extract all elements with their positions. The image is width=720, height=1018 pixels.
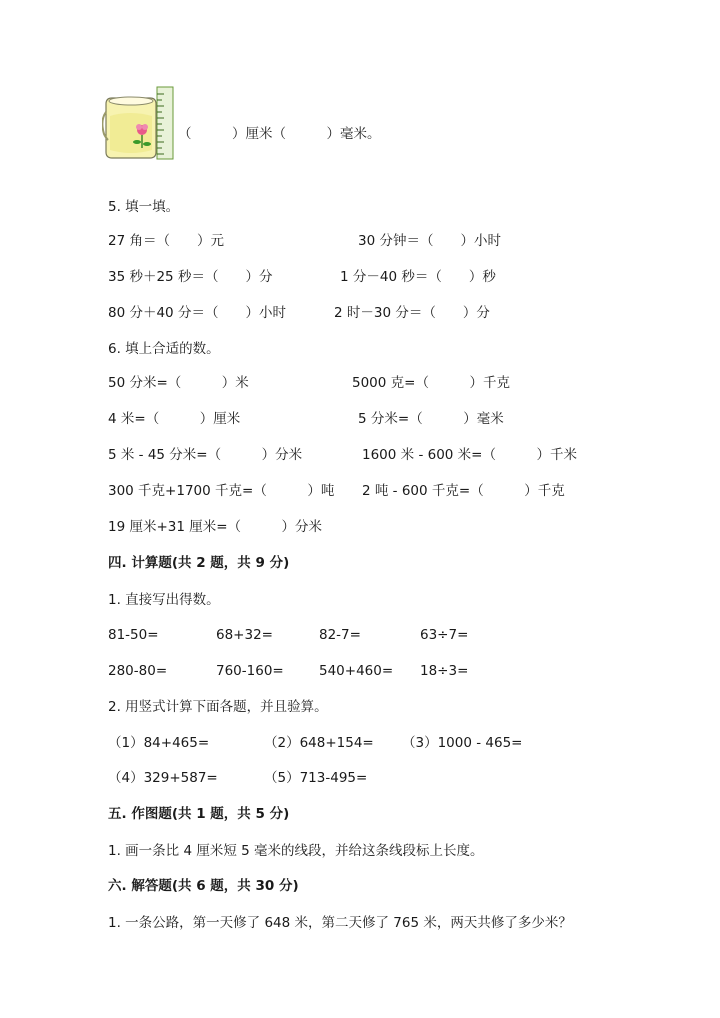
calc-item-6: 760-160= <box>216 663 284 679</box>
q6-item-1: 50 分米=（ ）米 <box>108 375 249 391</box>
calc-item-7: 540+460= <box>319 663 394 679</box>
section-5-title: 五. 作图题(共 1 题，共 5 分) <box>108 806 290 822</box>
q5-item-3: 35 秒＋25 秒＝（ ）分 <box>108 269 273 285</box>
q6-item-9: 19 厘米+31 厘米=（ ）分米 <box>108 519 323 535</box>
q6-title: 6. 填上合适的数。 <box>108 341 220 357</box>
section-4-title: 四. 计算题(共 2 题，共 9 分) <box>108 555 290 571</box>
calc-item-1: 81-50= <box>108 627 159 643</box>
s4-q2-title: 2. 用竖式计算下面各题，并且验算。 <box>108 699 328 715</box>
cup-with-ruler-image <box>102 86 178 162</box>
q4-cup-answer: （ ）厘米（ ）毫米。 <box>178 126 381 142</box>
q6-item-5: 5 米 - 45 分米=（ ）分米 <box>108 447 303 463</box>
calc-item-8: 18÷3= <box>420 663 469 679</box>
vertical-calc-5: （5）713-495= <box>264 770 368 786</box>
calc-item-4: 63÷7= <box>420 627 469 643</box>
q6-item-7: 300 千克+1700 千克=（ ）吨 <box>108 483 335 499</box>
q5-item-5: 80 分＋40 分＝（ ）小时 <box>108 305 286 321</box>
calc-item-3: 82-7= <box>319 627 361 643</box>
vertical-calc-3: （3）1000 - 465= <box>402 735 523 751</box>
q6-item-4: 5 分米=（ ）毫米 <box>358 411 504 427</box>
section-6-title: 六. 解答题(共 6 题，共 30 分) <box>108 878 299 894</box>
q6-item-2: 5000 克=（ ）千克 <box>352 375 510 391</box>
s5-q1: 1. 画一条比 4 厘米短 5 毫米的线段，并给这条线段标上长度。 <box>108 843 484 859</box>
calc-item-2: 68+32= <box>216 627 273 643</box>
q5-item-1: 27 角＝（ ）元 <box>108 233 224 249</box>
q5-item-6: 2 时－30 分＝（ ）分 <box>334 305 490 321</box>
q6-item-8: 2 吨 - 600 千克=（ ）千克 <box>362 483 565 499</box>
q6-item-3: 4 米=（ ）厘米 <box>108 411 241 427</box>
vertical-calc-2: （2）648+154= <box>264 735 374 751</box>
q6-item-6: 1600 米 - 600 米=（ ）千米 <box>362 447 577 463</box>
q5-item-2: 30 分钟＝（ ）小时 <box>358 233 501 249</box>
vertical-calc-1: （1）84+465= <box>108 735 210 751</box>
s4-q1-title: 1. 直接写出得数。 <box>108 592 220 608</box>
s6-q1: 1. 一条公路，第一天修了 648 米，第二天修了 765 米，两天共修了多少米？ <box>108 915 572 931</box>
q5-item-4: 1 分－40 秒＝（ ）秒 <box>340 269 496 285</box>
calc-item-5: 280-80= <box>108 663 168 679</box>
vertical-calc-4: （4）329+587= <box>108 770 218 786</box>
q5-title: 5. 填一填。 <box>108 199 180 215</box>
